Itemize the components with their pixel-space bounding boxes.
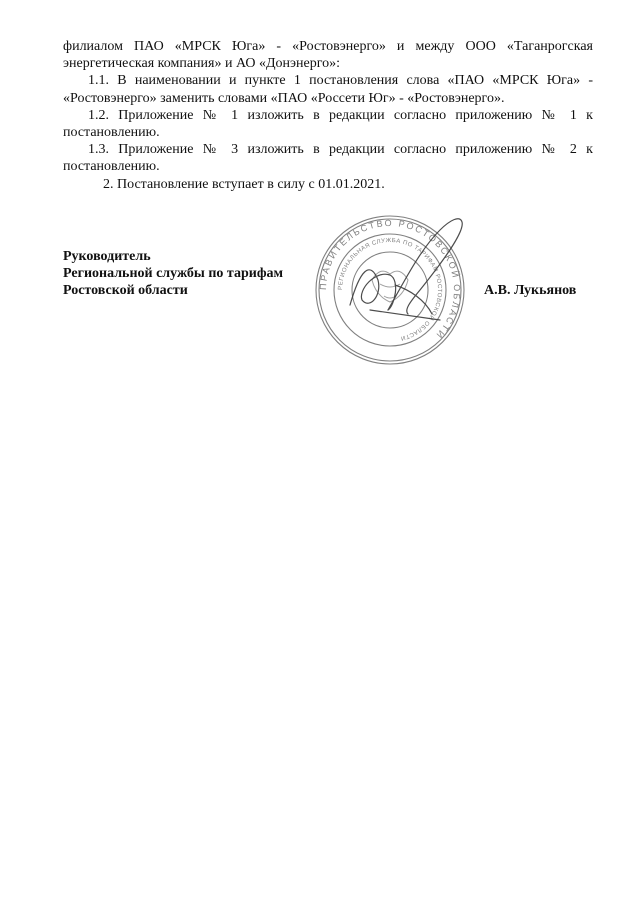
position-line-1: Руководитель bbox=[63, 249, 151, 264]
handwritten-signature bbox=[350, 219, 462, 320]
paragraph-item-1-2: 1.2. Приложение № 1 изложить в редакции согласно приложению № 1 к постановлению. bbox=[63, 107, 593, 141]
paragraph-continuation: филиалом ПАО «МРСК Юга» - «Ростовэнерго» и между ООО «Таганрогская энергетическая компания» и АО «Донэнерго»: bbox=[63, 39, 593, 72]
official-seal-stamp bbox=[300, 210, 480, 370]
paragraph-item-2: 2. Постановление вступает в силу с 01.01.2021. bbox=[103, 176, 385, 192]
position-line-3: Ростовской области bbox=[63, 283, 188, 299]
paragraph-item-1-1: 1.1. В наименовании и пункте 1 постановления слова «ПАО «МРСК Юга» - «Ростовэнерго» заменить словами «ПАО «Россети Юг» - «Ростовэнерго». bbox=[63, 73, 593, 106]
signer-name: А.В. Лукьянов bbox=[484, 283, 577, 298]
seal-inner-text: РЕГИОНАЛЬНАЯ СЛУЖБА ПО ТАРИФАМ РОСТОВСКОЙ ОБЛАСТИ bbox=[337, 237, 443, 341]
position-line-2: Региональной службы по тарифам bbox=[63, 266, 284, 282]
paragraph-item-1-3: 1.3. Приложение № 3 изложить в редакции согласно приложению № 2 к постановлению. bbox=[63, 142, 593, 175]
seal-outer-text: ПРАВИТЕЛЬСТВО РОСТОВСКОЙ ОБЛАСТИ bbox=[317, 217, 463, 342]
document-body bbox=[63, 38, 593, 193]
